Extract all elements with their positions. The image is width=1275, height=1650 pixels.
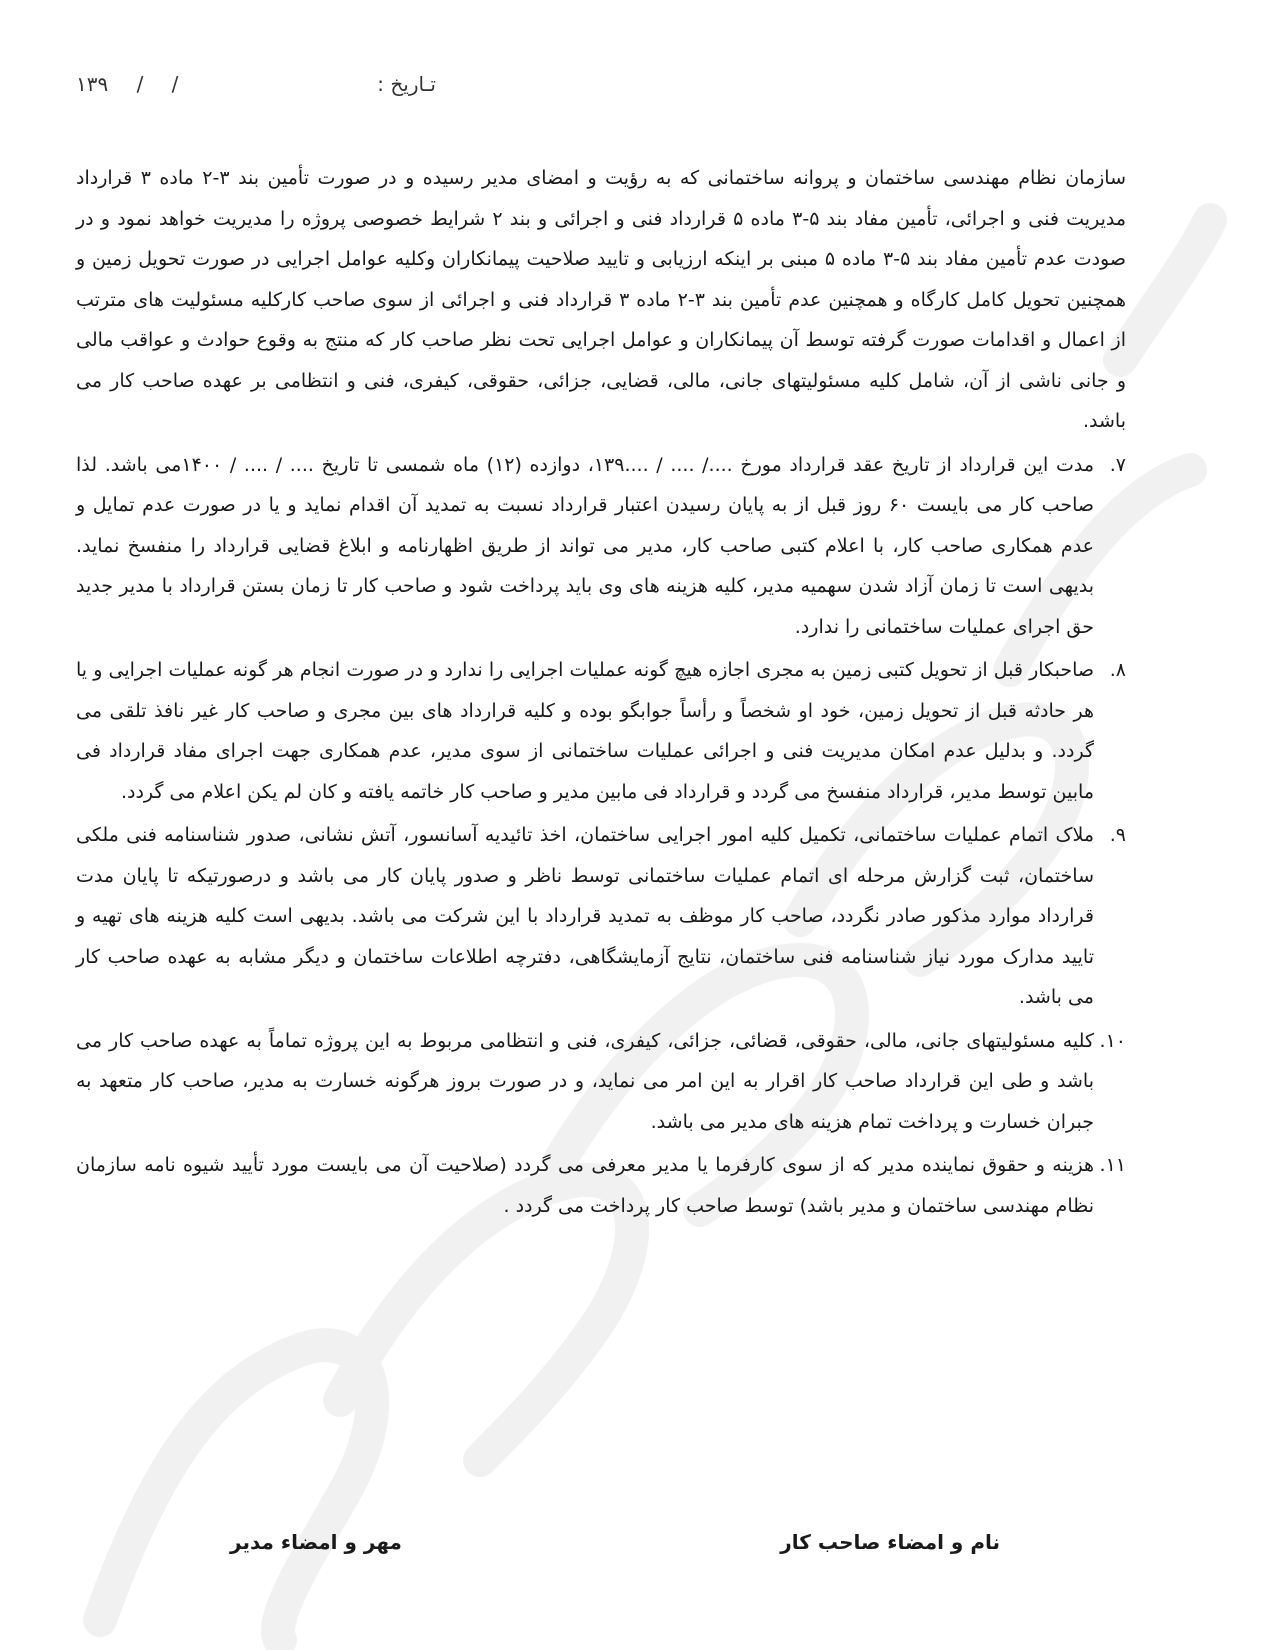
manager-signature-label: مهر و امضاء مدیر xyxy=(230,1530,402,1554)
clause-11 xyxy=(76,1145,1126,1226)
intro-paragraph: سازمان نظام مهندسی ساختمان و پروانه ساختمانی که به رؤیت و امضای مدیر رسیده و در صورت تأمین بند ۳-۲ ماده ۳ قرارداد مدیریت فنی و اجرائی، تأمین مفاد بند ۵-۳ ماده ۵ قرارداد فنی و اجرائی و بند ۲ شرایط خصوصی پروژه را مدیریت خواهد نمود و در صودت عدم تأمین مفاد بند ۵-۳ ماده ۵ مبنی بر اینکه ارزیابی و تایید صلاحیت پیمانکاران وکلیه عوامل اجرایی در صورت تحویل زمین و همچنین تحویل کامل کارگاه و همچنین عدم تأمین بند ۳-۲ ماده ۳ قرارداد فنی و اجرائی از سوی صاحب کارکلیه مسئولیت های مترتب از اعمال و اقدامات صورت گرفته توسط آن پیمانکاران و عوامل اجرایی تحت نظر صاحب کار که منتج به وقوع حوادث و عواقب مالی و جانی ناشی از آن، شامل کلیه مسئولیتهای جانی، مالی، قضایی، جزائی، حقوقی، کیفری، فنی و انتظامی بر عهده صاحب کار می باشد. xyxy=(76,167,1127,432)
signature-block xyxy=(0,1530,1275,1570)
clause-number: ۱۰. xyxy=(1099,1029,1126,1052)
clause-10 xyxy=(76,1021,1126,1143)
clause-text: ملاک اتمام عملیات ساختمانی، تکمیل کلیه امور اجرایی ساختمان، اخذ تائیدیه آسانسور، آتش نشانی، صدور شناسنامه فنی ملکی ساختمان، ثبت گزارش مرحله ای اتمام عملیات ساختمانی توسط ناظر و صدور پایان کار می باشد و درصورتیکه تا پایان مدت قرارداد موارد مذکور صادر نگردد، صاحب کار موظف به تمدید قرارداد با این شرکت می باشد. بدیهی است کلیه هزینه های تهیه و تایید مدارک مورد نیاز شناسنامه فنی ساختمان، نتایج آزمایشگاهی، دفترچه اطلاعات ساختمان و دیگر مشابه به عهده صاحب کار می باشد. xyxy=(76,824,1094,1008)
clause-8 xyxy=(76,650,1126,812)
clause-7 xyxy=(76,445,1126,648)
date-label: تـاریخ : xyxy=(377,72,436,96)
clause-number: ۸. xyxy=(1109,659,1126,681)
clause-text: هزینه و حقوق نماینده مدیر که از سوی کارفرما یا مدیر معرفی می گردد (صلاحیت آن می بایست مورد تأیید شیوه نامه سازمان نظام مهندسی ساختمان و مدیر باشد) توسط صاحب کار پرداخت می گردد . xyxy=(76,1154,1094,1217)
clause-number: ۱۱. xyxy=(1099,1154,1126,1176)
date-value: ۱۳۹ / / xyxy=(76,72,179,96)
clause-text: مدت این قرارداد از تاریخ عقد قرارداد مورخ ..../ .... / ....۱۳۹، دوازده (۱۲) ماه شمسی تا تاریخ .... / .... / ۱۴۰۰می باشد. لذا صاحب کار می بایست ۶۰ روز قبل از به پایان رسیدن اعتبار قرارداد نسبت به تمدید آن اقدام نماید و یا در صورت عدم تمایل و عدم همکاری صاحب کار، با اعلام کتبی صاحب کار، مدیر می تواند از طریق اظهارنامه و ابلاغ قضایی قرارداد را منفسخ نماید. بدیهی است تا زمان آزاد شدن سهمیه مدیر، کلیه هزینه های وی باید پرداخت شود و صاحب کار تا زمان بستن قرارداد با مدیر جدید حق اجرای عملیات ساختمانی را ندارد. xyxy=(76,453,1094,638)
date-line xyxy=(76,72,436,112)
contract-body xyxy=(76,158,1126,1226)
clause-9 xyxy=(76,815,1126,1018)
clause-number: ۷. xyxy=(1109,453,1126,476)
clause-text: کلیه مسئولیتهای جانی، مالی، حقوقی، قضائی، جزائی، کیفری، فنی و انتظامی مربوط به این پروژه تماماً به عهده صاحب کار می باشد و طی این قرارداد صاحب کار اقرار به این امر می نماید، و در صورت بروز هرگونه خسارت به مدیر، صاحب کار متعهد به جبران خسارت و پرداخت تمام هزینه های مدیر می باشد. xyxy=(76,1029,1094,1133)
owner-signature-label: نام و امضاء صاحب کار xyxy=(780,1530,1000,1554)
clause-text: صاحبکار قبل از تحویل کتبی زمین به مجری اجازه هیچ گونه عملیات اجرایی را ندارد و در صورت انجام هر گونه عملیات اجرایی و یا هر حادثه قبل از تحویل زمین، خود او شخصاً و رأساً جوابگو بوده و کلیه قرارداد های بین مجری و صاحب کار غیر نافذ تلقی می گردد. و بدلیل عدم امکان مدیریت فنی و اجرائی عملیات ساختمانی از سوی مدیر، عدم همکاری جهت اجرای مفاد قرارداد فی مابین توسط مدیر، قرارداد منفسخ می گردد و قرارداد فی مابین مدیر و صاحب کار خاتمه یافته و کان لم یکن اعلام می گردد. xyxy=(76,659,1094,803)
clause-number: ۹. xyxy=(1109,824,1126,846)
